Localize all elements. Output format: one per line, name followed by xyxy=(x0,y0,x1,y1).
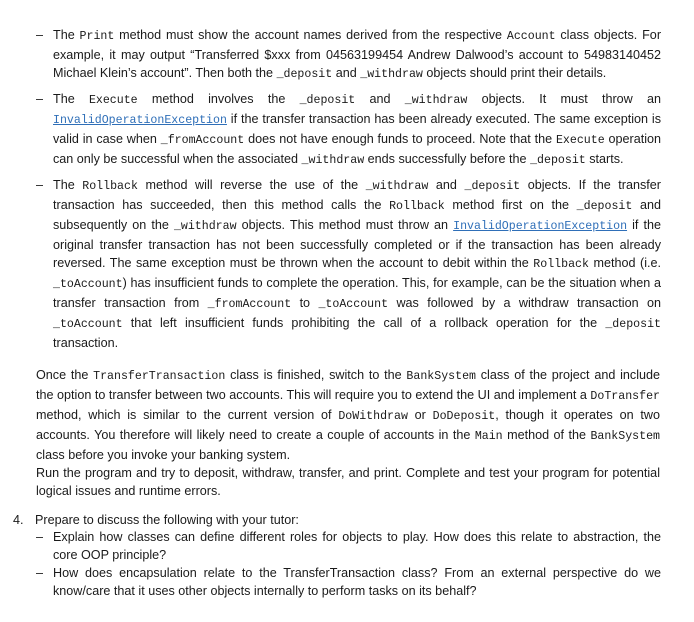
bullet-rollback-method xyxy=(36,176,661,352)
text-run: Once the xyxy=(36,368,94,382)
inline-code: Print xyxy=(79,30,115,43)
text-run: objects. If the transfer transaction has succeeded, then this method calls the xyxy=(53,178,661,212)
text-run: was followed by a withdraw transaction on xyxy=(388,296,661,310)
inline-code: _deposit xyxy=(299,94,356,107)
dash-marker: – xyxy=(36,566,44,580)
text-run: class of the project and include the option to transfer between two accounts. This will require you to extend the UI and implement a xyxy=(36,368,661,402)
inline-code: _toAccount xyxy=(53,318,123,331)
inline-code: _withdraw xyxy=(360,68,423,81)
bullet-text xyxy=(53,28,661,80)
dash-marker: – xyxy=(36,530,44,544)
text-run: method involves the xyxy=(137,92,300,106)
text-run: method (i.e. xyxy=(588,256,662,270)
numbered-item-text: Prepare to discuss the following with your tutor: xyxy=(35,513,299,527)
text-run: transaction. xyxy=(53,336,119,350)
text-run: does not have enough funds to proceed. Note that the xyxy=(244,132,556,146)
text-run: operation can only be successful when the associated xyxy=(53,132,662,166)
inline-code: DoTransfer xyxy=(590,390,660,403)
inline-code: DoWithdraw xyxy=(338,410,408,423)
exception-link[interactable]: InvalidOperationException xyxy=(53,114,227,127)
inline-code: _toAccount xyxy=(53,278,123,291)
text-run: The xyxy=(53,92,89,106)
paragraph-transfer-ui xyxy=(36,366,660,464)
bullet-text xyxy=(53,92,661,166)
inline-code: BankSystem xyxy=(406,370,476,383)
inline-code: TransferTransaction xyxy=(93,370,226,383)
inline-code: DoDeposit xyxy=(432,410,496,423)
text-run: objects should print their details. xyxy=(422,66,607,80)
text-run: class is finished, switch to the xyxy=(225,368,407,382)
text-run: method of the xyxy=(502,428,591,442)
inline-code: _deposit xyxy=(464,180,521,193)
inline-code: _withdraw xyxy=(301,154,365,167)
inline-code: _fromAccount xyxy=(160,134,245,147)
text-run: if the transfer transaction has been already executed. The same exception is valid in case when xyxy=(53,112,661,146)
inline-code: Rollback xyxy=(82,180,138,193)
text-run: The xyxy=(53,178,83,192)
dash-marker: – xyxy=(36,28,44,42)
text-run: method, which is similar to the current version of xyxy=(36,408,339,422)
text-run: method must show the account names derived from the respective xyxy=(114,28,507,42)
inline-code: _toAccount xyxy=(318,298,389,311)
paragraph-run-program xyxy=(36,464,660,500)
text-run: objects. This method must throw an xyxy=(236,218,454,232)
inline-code: Rollback xyxy=(389,200,445,213)
text-run: Explain how classes can define different roles for objects to play. How does this relate to abstraction, the core OOP principle? xyxy=(53,530,661,562)
number-marker: 4. xyxy=(13,513,24,527)
text-run: and xyxy=(332,66,361,80)
bullet-list-bottom xyxy=(36,528,661,600)
text-run: method will reverse the use of the xyxy=(137,178,366,192)
bullet-execute-method xyxy=(36,90,661,170)
text-run: and subsequently on the xyxy=(53,198,661,232)
inline-code: Execute xyxy=(88,94,138,107)
text-run: that left insufficient funds prohibiting the call of a rollback operation for the xyxy=(122,316,606,330)
inline-code: Account xyxy=(506,30,556,43)
text-run: , though it operates on two accounts. You therefore will likely need to create a couple of accounts in the xyxy=(36,408,660,442)
dash-marker: – xyxy=(36,92,44,106)
inline-code: Main xyxy=(474,430,503,443)
dash-marker: – xyxy=(36,178,44,192)
inline-code: _fromAccount xyxy=(207,298,292,311)
inline-code: Rollback xyxy=(533,258,589,271)
text-run: The xyxy=(53,28,80,42)
bullet-text xyxy=(53,178,661,350)
inline-code: _withdraw xyxy=(365,180,429,193)
text-run: Run the program and try to deposit, withdraw, transfer, and print. Complete and test your program for potential logical issues and runtime errors. xyxy=(36,466,660,498)
text-run: objects. It must throw an xyxy=(467,92,662,106)
bullet-list-top xyxy=(36,26,661,352)
bullet-discussion-encapsulation xyxy=(36,564,661,600)
text-run: if the original transfer transaction has not been successfully completed or if the transaction has been already reversed. The same exception must be thrown when the account to debit within the xyxy=(53,218,661,270)
text-run: method first on the xyxy=(444,198,577,212)
inline-code: Execute xyxy=(555,134,605,147)
bullet-text xyxy=(53,566,661,598)
text-run: How does encapsulation relate to the TransferTransaction class? From an external perspective do we know/care that it uses other objects internally to perform tasks on its behalf? xyxy=(53,566,661,598)
text-run: class objects. For example, it may output “Transferred $xxx from 04563199454 Andrew Dalwood’s account to 54983140452 Michael Klein’s account”. Then both the xyxy=(53,28,662,80)
text-run: ) has insufficient funds to complete the operation. This, for example, can be the situation when a transfer transaction from xyxy=(53,276,661,310)
text-run: to xyxy=(291,296,319,310)
inline-code: BankSystem xyxy=(590,430,661,443)
bullet-discussion-roles xyxy=(36,528,661,564)
inline-code: _deposit xyxy=(605,318,661,331)
text-run: class before you invoke your banking system. xyxy=(36,448,291,462)
inline-code: _deposit xyxy=(530,154,586,167)
inline-code: _deposit xyxy=(576,200,633,213)
inline-code: _deposit xyxy=(276,68,333,81)
text-run: starts. xyxy=(585,152,624,166)
inline-code: _withdraw xyxy=(173,220,237,233)
text-run: ends successfully before the xyxy=(364,152,531,166)
bullet-print-method xyxy=(36,26,661,84)
bullet-text xyxy=(53,530,661,562)
exception-link[interactable]: InvalidOperationException xyxy=(453,220,628,233)
inline-code: _withdraw xyxy=(404,94,468,107)
text-run: and xyxy=(428,178,465,192)
text-run: and xyxy=(355,92,405,106)
text-run: or xyxy=(407,408,433,422)
